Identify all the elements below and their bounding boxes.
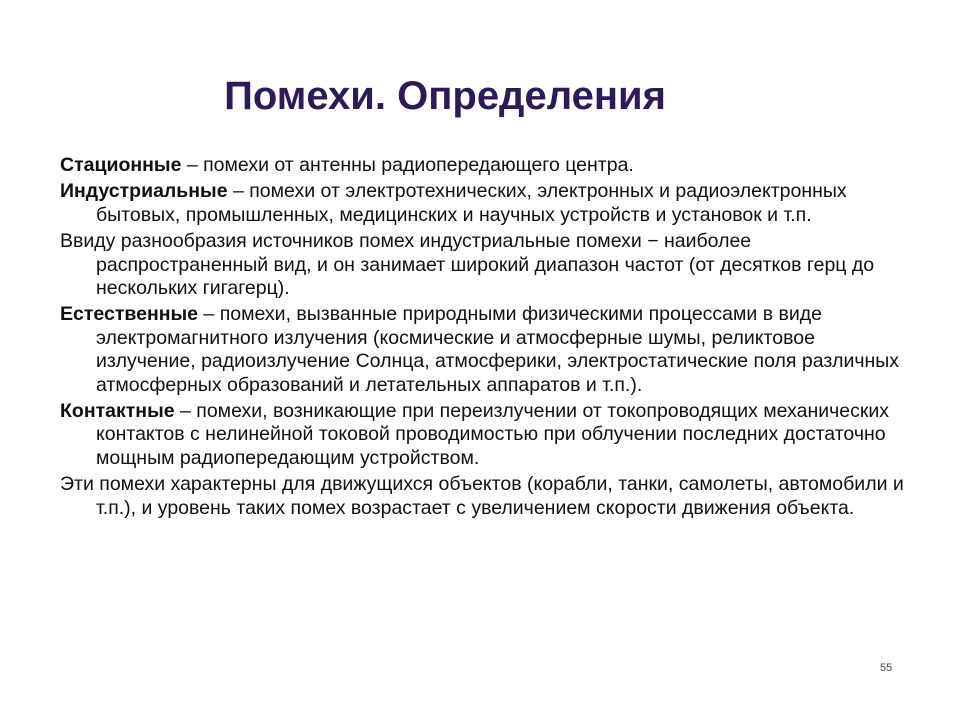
contact-note-text: Эти помехи характерны для движущихся объектов (корабли, танки, самолеты, автомобили и т.п.), и уровень таких помех возрастает с увеличением скорости движения объекта. xyxy=(60,473,904,519)
paragraph-natural xyxy=(60,303,905,397)
definition-industrial: – помехи от электротехнических, электронных и радиоэлектронных бытовых, промышленных, медицинских и научных устройств и установок и т.п. xyxy=(96,180,847,226)
term-natural: Естественные xyxy=(60,303,199,326)
paragraph-contact xyxy=(60,400,905,470)
definition-contact: – помехи, возникающие при переизлучении от токопроводящих механических контактов с нелинейной токовой проводимостью при облучении последних достаточно мощным радиопередающим устройством. xyxy=(96,400,890,469)
paragraph-stationary xyxy=(60,154,905,177)
term-stationary: Стационные xyxy=(60,154,182,176)
industrial-note-text: Ввиду разнообразия источников помех индустриальные помехи − наиболее распространенный вид, и он занимает широкий диапазон частот (от десятков герц до нескольких гигагерц). xyxy=(60,230,875,300)
paragraph-industrial-note xyxy=(60,230,905,300)
definition-stationary: – помехи от антенны радиопередающего центра. xyxy=(181,154,634,176)
definition-natural: – помехи, вызванные природными физическими процессами в виде электромагнитного излучения (космические и атмосферные шумы, реликтовое излучение, радиоизлучение Солнца, атмосферики, электростатические поля различных атмосферных образований и летательных аппаратов и т.п.). xyxy=(96,303,900,396)
paragraph-contact-note xyxy=(60,473,905,520)
paragraph-industrial xyxy=(60,180,905,227)
slide-body xyxy=(60,154,905,523)
term-contact: Контактные xyxy=(60,400,175,423)
term-industrial: Индустриальные xyxy=(60,180,228,203)
page-title: Помехи. Определения xyxy=(224,74,666,118)
page-number: 55 xyxy=(880,662,893,674)
